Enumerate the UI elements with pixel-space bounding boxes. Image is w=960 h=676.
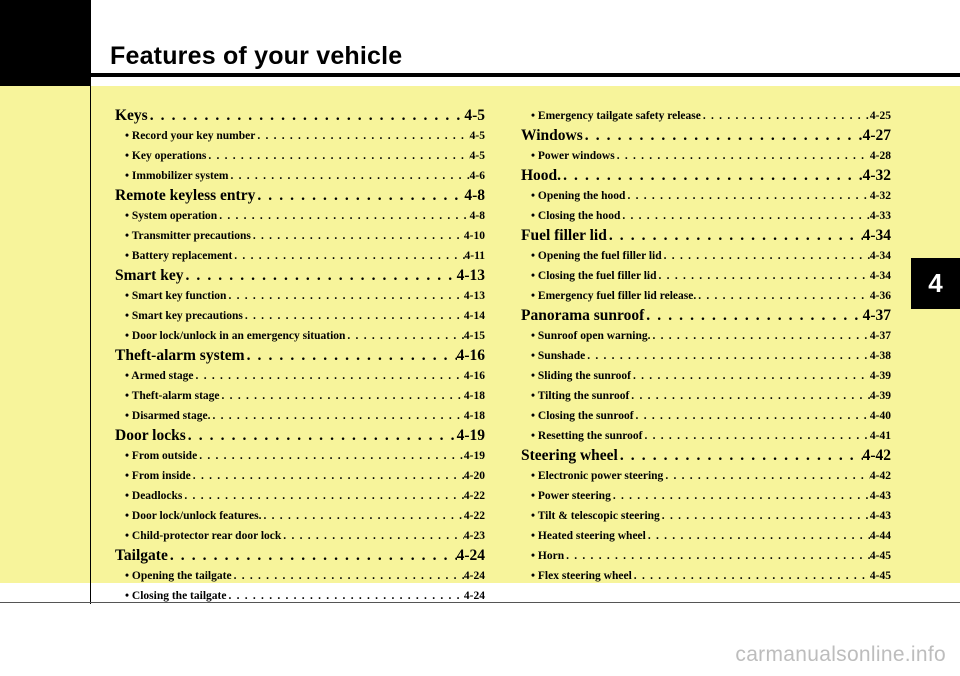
- entry-label: • From inside: [125, 470, 191, 482]
- entry-page-number: 4-45: [869, 570, 891, 582]
- dot-leader: [206, 146, 469, 166]
- entry-label: Steering wheel: [521, 447, 618, 464]
- entry-label: • Child-protector rear door lock: [125, 530, 282, 542]
- toc-subsection-entry[interactable]: [521, 106, 891, 126]
- entry-label: Theft-alarm system: [115, 347, 245, 364]
- entry-label: Remote keyless entry: [115, 187, 256, 204]
- entry-label: • System operation: [125, 210, 218, 222]
- entry-label: • Closing the sunroof: [531, 410, 634, 422]
- entry-label: • Opening the tailgate: [125, 570, 232, 582]
- entry-label: • Smart key function: [125, 290, 227, 302]
- toc-subsection-entry[interactable]: [521, 386, 891, 406]
- dot-leader: [168, 546, 457, 566]
- toc-subsection-entry[interactable]: [521, 526, 891, 546]
- entry-page-number: 4-18: [463, 390, 485, 402]
- entry-page-number: 4-24: [456, 547, 485, 564]
- entry-label: Keys: [115, 107, 148, 124]
- entry-label: • Heated steering wheel: [531, 530, 646, 542]
- entry-label: • Deadlocks: [125, 490, 183, 502]
- dot-leader: [632, 566, 870, 586]
- corner-block: [0, 0, 91, 86]
- entry-label: • Immobilizer system: [125, 170, 229, 182]
- toc-subsection-entry[interactable]: [115, 386, 485, 406]
- dot-leader: [255, 186, 464, 206]
- dot-leader: [232, 566, 464, 586]
- entry-page-number: 4-34: [869, 270, 891, 282]
- dot-leader: [657, 266, 870, 286]
- watermark: carmanualsonline.info: [735, 643, 946, 666]
- entry-page-number: 4-11: [464, 250, 485, 262]
- toc-subsection-entry[interactable]: [115, 526, 485, 546]
- entry-label: Smart key: [115, 267, 184, 284]
- dot-leader: [644, 306, 862, 326]
- entry-page-number: 4-25: [869, 110, 891, 122]
- entry-page-number: 4-42: [869, 470, 891, 482]
- toc-section-entry[interactable]: [115, 346, 485, 366]
- toc-subsection-entry[interactable]: [521, 346, 891, 366]
- dot-leader: [183, 266, 456, 286]
- entry-label: • Power windows: [531, 150, 615, 162]
- entry-page-number: 4-15: [463, 330, 485, 342]
- entry-page-number: 4-39: [869, 370, 891, 382]
- dot-leader: [646, 526, 870, 546]
- dot-leader: [607, 226, 863, 246]
- entry-label: • Door lock/unlock features.: [125, 510, 262, 522]
- entry-page-number: 4-22: [463, 490, 485, 502]
- toc-subsection-entry[interactable]: [521, 406, 891, 426]
- entry-page-number: 4-39: [869, 390, 891, 402]
- dot-leader: [191, 466, 464, 486]
- toc-subsection-entry[interactable]: [521, 286, 891, 306]
- toc-subsection-entry[interactable]: [521, 206, 891, 226]
- toc-subsection-entry[interactable]: [521, 466, 891, 486]
- toc-subsection-entry[interactable]: [521, 546, 891, 566]
- dot-leader: [620, 206, 870, 226]
- dot-leader: [217, 206, 469, 226]
- dot-leader: [660, 506, 870, 526]
- entry-page-number: 4-28: [869, 150, 891, 162]
- toc-subsection-entry[interactable]: [521, 246, 891, 266]
- toc-section-entry[interactable]: [115, 266, 485, 286]
- toc-subsection-entry[interactable]: [521, 266, 891, 286]
- chapter-tab[interactable]: 4: [911, 258, 960, 309]
- dot-leader: [226, 286, 463, 306]
- toc-subsection-entry[interactable]: [115, 566, 485, 586]
- dot-leader: [696, 286, 870, 306]
- entry-label: • Door lock/unlock in an emergency situation: [125, 330, 346, 342]
- entry-page-number: 4-10: [463, 230, 485, 242]
- entry-label: • Sunroof open warning.: [531, 330, 651, 342]
- dot-leader: [585, 346, 870, 366]
- toc-subsection-entry[interactable]: [115, 126, 485, 146]
- entry-page-number: 4-38: [869, 350, 891, 362]
- entry-label: • Flex steering wheel: [531, 570, 632, 582]
- entry-page-number: 4-13: [463, 290, 485, 302]
- entry-page-number: 4-32: [869, 190, 891, 202]
- entry-page-number: 4-14: [463, 310, 485, 322]
- dot-leader: [634, 406, 870, 426]
- entry-page-number: 4-16: [463, 370, 485, 382]
- entry-label: • Sliding the sunroof: [531, 370, 631, 382]
- entry-page-number: 4-42: [862, 447, 891, 464]
- toc-section-entry[interactable]: [115, 546, 485, 566]
- toc-section-entry[interactable]: [521, 126, 891, 146]
- dot-leader: [251, 226, 464, 246]
- dot-leader: [642, 426, 869, 446]
- dot-leader: [245, 346, 457, 366]
- toc-subsection-entry[interactable]: [115, 306, 485, 326]
- toc-subsection-entry[interactable]: [115, 226, 485, 246]
- dot-leader: [262, 506, 464, 526]
- toc-section-entry[interactable]: [521, 306, 891, 326]
- dot-leader: [561, 166, 863, 186]
- entry-page-number: 4-40: [869, 410, 891, 422]
- dot-leader: [220, 386, 464, 406]
- toc-section-entry[interactable]: [521, 226, 891, 246]
- entry-label: • Record your key number: [125, 130, 256, 142]
- dot-leader: [232, 246, 464, 266]
- entry-page-number: 4-13: [456, 267, 485, 284]
- dot-leader: [148, 106, 465, 126]
- toc-column-right: [521, 106, 891, 586]
- dot-leader: [650, 326, 869, 346]
- dot-leader: [663, 466, 870, 486]
- entry-label: • From outside: [125, 450, 198, 462]
- toc-subsection-entry[interactable]: [521, 146, 891, 166]
- entry-page-number: 4-37: [862, 307, 891, 324]
- toc-subsection-entry[interactable]: [115, 486, 485, 506]
- entry-label: • Sunshade: [531, 350, 586, 362]
- entry-label: • Closing the fuel filler lid: [531, 270, 657, 282]
- entry-label: • Emergency fuel filler lid release.: [531, 290, 697, 302]
- header-divider: [91, 73, 960, 77]
- entry-label: • Horn: [531, 550, 565, 562]
- entry-page-number: 4-24: [463, 570, 485, 582]
- dot-leader: [255, 126, 469, 146]
- toc-subsection-entry[interactable]: [115, 146, 485, 166]
- toc-section-entry[interactable]: [115, 186, 485, 206]
- toc-subsection-entry[interactable]: [521, 566, 891, 586]
- toc-column-left: [115, 106, 485, 606]
- toc-subsection-entry[interactable]: [115, 506, 485, 526]
- entry-label: • Power steering: [531, 490, 611, 502]
- entry-label: • Transmitter precautions: [125, 230, 251, 242]
- dot-leader: [226, 586, 463, 606]
- dot-leader: [631, 366, 870, 386]
- entry-label: • Resetting the sunroof: [531, 430, 643, 442]
- entry-label: Hood.: [521, 167, 562, 184]
- entry-page-number: 4-8: [464, 187, 485, 204]
- dot-leader: [615, 146, 870, 166]
- dot-leader: [583, 126, 863, 146]
- toc-subsection-entry[interactable]: [115, 326, 485, 346]
- entry-page-number: 4-6: [469, 170, 485, 182]
- entry-page-number: 4-34: [869, 250, 891, 262]
- entry-page-number: 4-5: [469, 150, 485, 162]
- entry-label: Windows: [521, 127, 583, 144]
- entry-page-number: 4-32: [862, 167, 891, 184]
- entry-label: • Battery replacement: [125, 250, 233, 262]
- toc-subsection-entry[interactable]: [521, 426, 891, 446]
- toc-subsection-entry[interactable]: [115, 366, 485, 386]
- entry-label: • Key operations: [125, 150, 207, 162]
- entry-page-number: 4-27: [862, 127, 891, 144]
- entry-label: • Closing the tailgate: [125, 590, 227, 602]
- toc-subsection-entry[interactable]: [115, 286, 485, 306]
- toc-subsection-entry[interactable]: [521, 506, 891, 526]
- dot-leader: [182, 486, 464, 506]
- entry-label: • Smart key precautions: [125, 310, 243, 322]
- entry-page-number: 4-36: [869, 290, 891, 302]
- entry-label: • Opening the fuel filler lid: [531, 250, 662, 262]
- entry-page-number: 4-5: [464, 107, 485, 124]
- toc-subsection-entry[interactable]: [521, 326, 891, 346]
- dot-leader: [228, 166, 469, 186]
- entry-label: • Theft-alarm stage: [125, 390, 220, 402]
- dot-leader: [281, 526, 464, 546]
- toc-section-entry[interactable]: [115, 426, 485, 446]
- dot-leader: [210, 406, 463, 426]
- dot-leader: [197, 446, 464, 466]
- toc-section-entry[interactable]: [115, 106, 485, 126]
- entry-page-number: 4-22: [463, 510, 485, 522]
- entry-label: • Disarmed stage.: [125, 410, 211, 422]
- entry-page-number: 4-20: [463, 470, 485, 482]
- entry-label: Tailgate: [115, 547, 168, 564]
- entry-page-number: 4-45: [869, 550, 891, 562]
- toc-subsection-entry[interactable]: [115, 406, 485, 426]
- entry-page-number: 4-18: [463, 410, 485, 422]
- entry-page-number: 4-43: [869, 490, 891, 502]
- entry-page-number: 4-37: [869, 330, 891, 342]
- toc-section-entry[interactable]: [521, 166, 891, 186]
- entry-page-number: 4-23: [463, 530, 485, 542]
- toc-subsection-entry[interactable]: [115, 466, 485, 486]
- entry-page-number: 4-33: [869, 210, 891, 222]
- entry-label: • Emergency tailgate safety release: [531, 110, 701, 122]
- entry-label: • Armed stage: [125, 370, 194, 382]
- entry-page-number: 4-41: [869, 430, 891, 442]
- entry-label: • Electronic power steering: [531, 470, 664, 482]
- entry-page-number: 4-34: [862, 227, 891, 244]
- dot-leader: [625, 186, 869, 206]
- entry-label: Panorama sunroof: [521, 307, 645, 324]
- entry-page-number: 4-8: [469, 210, 485, 222]
- entry-label: • Opening the hood: [531, 190, 626, 202]
- dot-leader: [611, 486, 870, 506]
- toc-subsection-entry[interactable]: [521, 366, 891, 386]
- entry-page-number: 4-19: [456, 427, 485, 444]
- dot-leader: [629, 386, 870, 406]
- dot-leader: [194, 366, 464, 386]
- toc-subsection-entry[interactable]: [115, 166, 485, 186]
- toc-subsection-entry[interactable]: [521, 186, 891, 206]
- toc-subsection-entry[interactable]: [115, 446, 485, 466]
- entry-label: Door locks: [115, 427, 186, 444]
- entry-page-number: 4-43: [869, 510, 891, 522]
- entry-page-number: 4-16: [456, 347, 485, 364]
- entry-label: • Tilting the sunroof: [531, 390, 630, 402]
- page-title: Features of your vehicle: [110, 42, 403, 70]
- entry-page-number: 4-24: [463, 590, 485, 602]
- dot-leader: [564, 546, 870, 566]
- entry-label: Fuel filler lid: [521, 227, 607, 244]
- entry-label: • Tilt & telescopic steering: [531, 510, 660, 522]
- dot-leader: [662, 246, 870, 266]
- toc-subsection-entry[interactable]: [115, 246, 485, 266]
- dot-leader: [701, 106, 870, 126]
- dot-leader: [186, 426, 457, 446]
- toc-subsection-entry[interactable]: [521, 486, 891, 506]
- entry-label: • Closing the hood: [531, 210, 621, 222]
- entry-page-number: 4-19: [463, 450, 485, 462]
- dot-leader: [243, 306, 464, 326]
- entry-page-number: 4-5: [469, 130, 485, 142]
- toc-subsection-entry[interactable]: [115, 206, 485, 226]
- toc-subsection-entry[interactable]: [115, 586, 485, 606]
- toc-section-entry[interactable]: [521, 446, 891, 466]
- entry-page-number: 4-44: [869, 530, 891, 542]
- dot-leader: [345, 326, 464, 346]
- dot-leader: [618, 446, 863, 466]
- left-divider: [90, 0, 91, 604]
